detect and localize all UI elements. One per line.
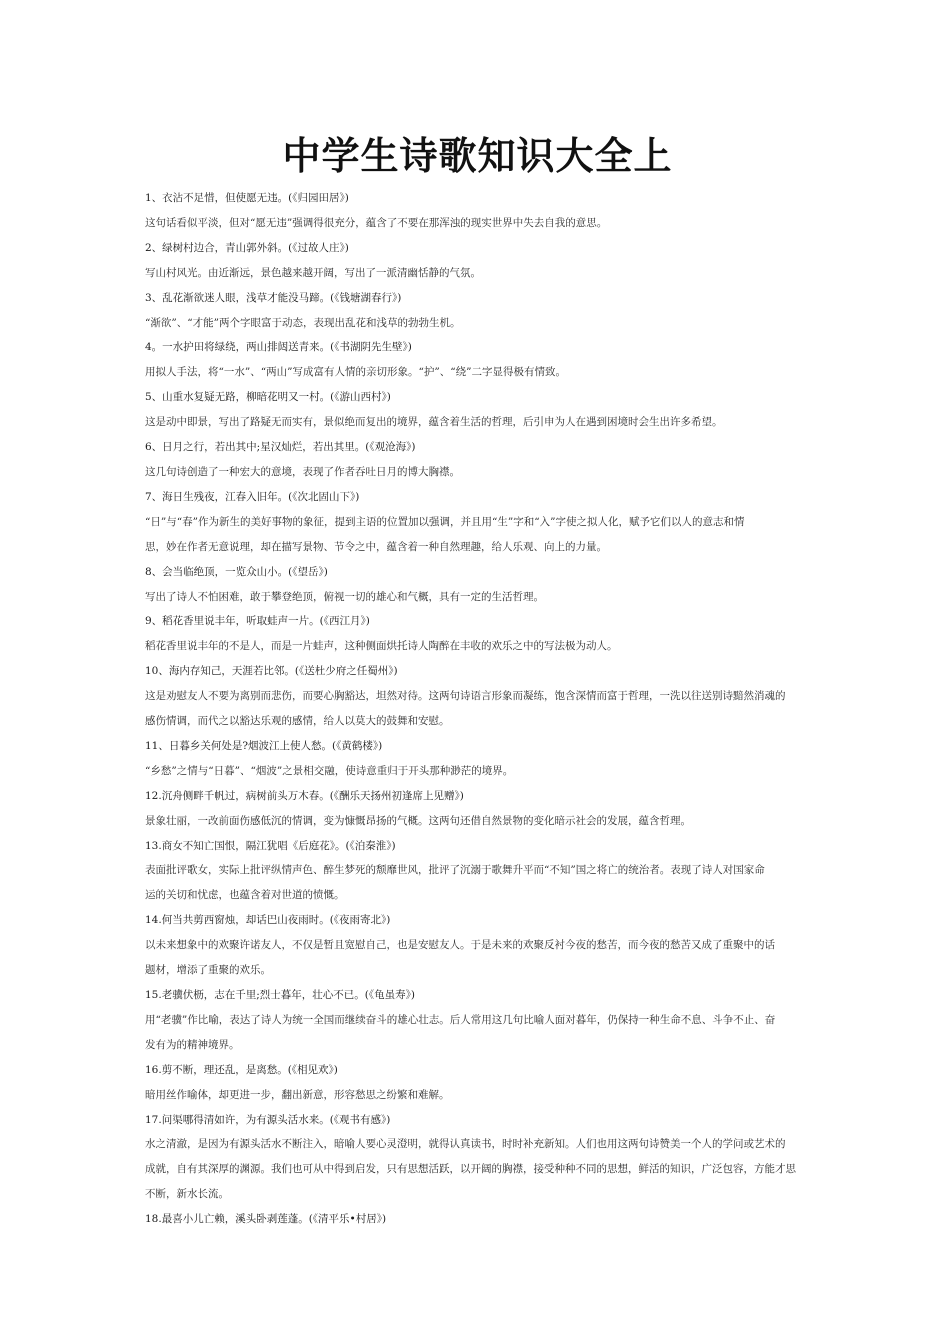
poem-verse: 12.沉舟侧畔千帆过，病树前头万木春。(《酬乐天扬州初逢席上见赠》) (145, 789, 464, 802)
poem-verse: 16.剪不断，理还乱，是离愁。(《相见欢》) (145, 1063, 338, 1076)
verse-explanation: 这是劝慰友人不要为离别而悲伤，而要心胸豁达，坦然对待。这两句诗语言形象而凝练，饱含深情而富于哲理，一洗以往送别诗黯然消魂的 (145, 690, 786, 703)
verse-explanation: “日”与“春”作为新生的美好事物的象征，提到主语的位置加以强调，并且用“生”字和“入”字使之拟人化，赋予它们以人的意志和情 (145, 515, 745, 528)
verse-explanation: 写出了诗人不怕困难，敢于攀登绝顶，俯视一切的雄心和气概，具有一定的生活哲理。 (145, 590, 544, 603)
verse-explanation: “乡愁”之情与“日暮”、“烟波”之景相交融，使诗意重归于开头那种渺茫的境界。 (145, 764, 514, 777)
verse-explanation: 发有为的精神境界。 (145, 1038, 240, 1051)
verse-explanation: 感伤情调，而代之以豁达乐观的感情，给人以莫大的鼓舞和安慰。 (145, 715, 450, 728)
verse-explanation: 不断，新水长流。 (145, 1188, 229, 1201)
verse-explanation: 水之清澈，是因为有源头活水不断注入，暗喻人要心灵澄明，就得认真读书，时时补充新知。人们也用这两句诗赞美一个人的学问或艺术的 (145, 1138, 786, 1151)
verse-explanation: 暗用丝作喻体，却更进一步，翻出新意，形容愁思之纷繁和难解。 (145, 1088, 450, 1101)
verse-explanation: 运的关切和忧虑，也蕴含着对世道的愤慨。 (145, 889, 345, 902)
poem-verse: 18.最喜小儿亡赖，溪头卧剥莲蓬。(《清平乐•村居》) (145, 1213, 387, 1226)
poem-verse: 4。一水护田将绿绕，两山排闼送青来。(《书湖阴先生壁》) (145, 341, 412, 354)
poem-verse: 14.何当共剪西窗烛，却话巴山夜雨时。(《夜雨寄北》) (145, 914, 391, 927)
poem-verse: 3、乱花渐欲迷人眼，浅草才能没马蹄。(《钱塘湖春行》) (145, 291, 402, 304)
verse-explanation: 稻花香里说丰年的不是人，而是一片蛙声，这种侧面烘托诗人陶醉在丰收的欢乐之中的写法极为动人。 (145, 640, 618, 653)
verse-explanation: 成就，自有其深厚的渊源。我们也可从中得到启发，只有思想活跃，以开阔的胸襟，接受种种不同的思想，鲜活的知识，广泛包容，方能才思 (145, 1163, 796, 1176)
verse-explanation: “渐欲”、“才能”两个字眼富于动态，表现出乱花和浅草的勃勃生机。 (145, 316, 461, 329)
poem-verse: 11、日暮乡关何处是?烟波江上使人愁。(《黄鹤楼》) (145, 739, 383, 752)
verse-explanation: 用“老骥”作比喻，表达了诗人为统一全国而继续奋斗的雄心壮志。后人常用这几句比喻人面对暮年，仍保持一种生命不息、斗争不止、奋 (145, 1013, 776, 1026)
verse-explanation: 以未来想象中的欢聚许诺友人，不仅是暂且宽慰自己，也是安慰友人。于是未来的欢聚反衬今夜的愁苦，而今夜的愁苦又成了重聚中的话 (145, 939, 775, 952)
poem-verse: 9、稻花香里说丰年，听取蛙声一片。(《西江月》) (145, 615, 370, 628)
poem-verse: 6、日月之行，若出其中;星汉灿烂，若出其里。(《观沧海》) (145, 441, 416, 454)
verse-explanation: 用拟人手法，将“一水”、“两山”写成富有人情的亲切形象。“护”、“绕”二字显得极有情致。 (145, 366, 566, 379)
poem-verse: 7、海日生残夜，江春入旧年。(《次北固山下》) (145, 490, 360, 503)
verse-explanation: 这几句诗创造了一种宏大的意境，表现了作者吞吐日月的博大胸襟。 (145, 465, 460, 478)
verse-explanation: 景象壮丽，一改前面伤感低沉的情调，变为慷慨昂扬的气概。这两句还借自然景物的变化暗示社会的发展，蕴含哲理。 (145, 814, 691, 827)
poem-verse: 17.问渠哪得清如许，为有源头活水来。(《观书有感》) (145, 1113, 391, 1126)
poem-verse: 2、绿树村边合，青山郭外斜。(《过故人庄》) (145, 241, 349, 254)
poem-verse: 1、衣沾不足惜，但使愿无违。(《归园田居》) (145, 192, 349, 204)
poem-verse: 10、海内存知己，天涯若比邻。(《送杜少府之任蜀州》) (145, 665, 398, 678)
verse-explanation: 写山村风光。由近渐远，景色越来越开阔，写出了一派清幽恬静的气氛。 (145, 266, 481, 279)
verse-explanation: 这是动中即景，写出了路疑无而实有，景似绝而复出的境界，蕴含着生活的哲理，后引申为人在遇到困境时会生出许多希望。 (145, 416, 723, 429)
poem-verse: 8、会当临绝顶，一览众山小。(《望岳》) (145, 565, 328, 578)
verse-explanation: 这句话看似平淡，但对“愿无违”强调得很充分，蕴含了不要在那浑浊的现实世界中失去自我的意思。 (145, 216, 608, 229)
verse-explanation: 题材，增添了重聚的欢乐。 (145, 964, 271, 977)
verse-explanation: 思，妙在作者无意说理，却在描写景物、节令之中，蕴含着一种自然理趣，给人乐观、向上的力量。 (145, 540, 607, 553)
document-title: 中学生诗歌知识大全上 (282, 134, 673, 178)
poem-verse: 13.商女不知亡国恨，隔江犹唱《后庭花》。(《泊秦淮》) (145, 839, 396, 852)
verse-explanation: 表面批评歌女，实际上批评纵情声色、醉生梦死的颓靡世风，批评了沉溺于歌舞升平而“不知”国之将亡的统治者。表现了诗人对国家命 (145, 864, 765, 877)
poem-verse: 5、山重水复疑无路，柳暗花明又一村。(《游山西村》) (145, 391, 391, 404)
poem-verse: 15.老骥伏枥，志在千里;烈士暮年，壮心不已。(《龟虽寿》) (145, 989, 415, 1001)
entries-list (145, 186, 810, 1232)
